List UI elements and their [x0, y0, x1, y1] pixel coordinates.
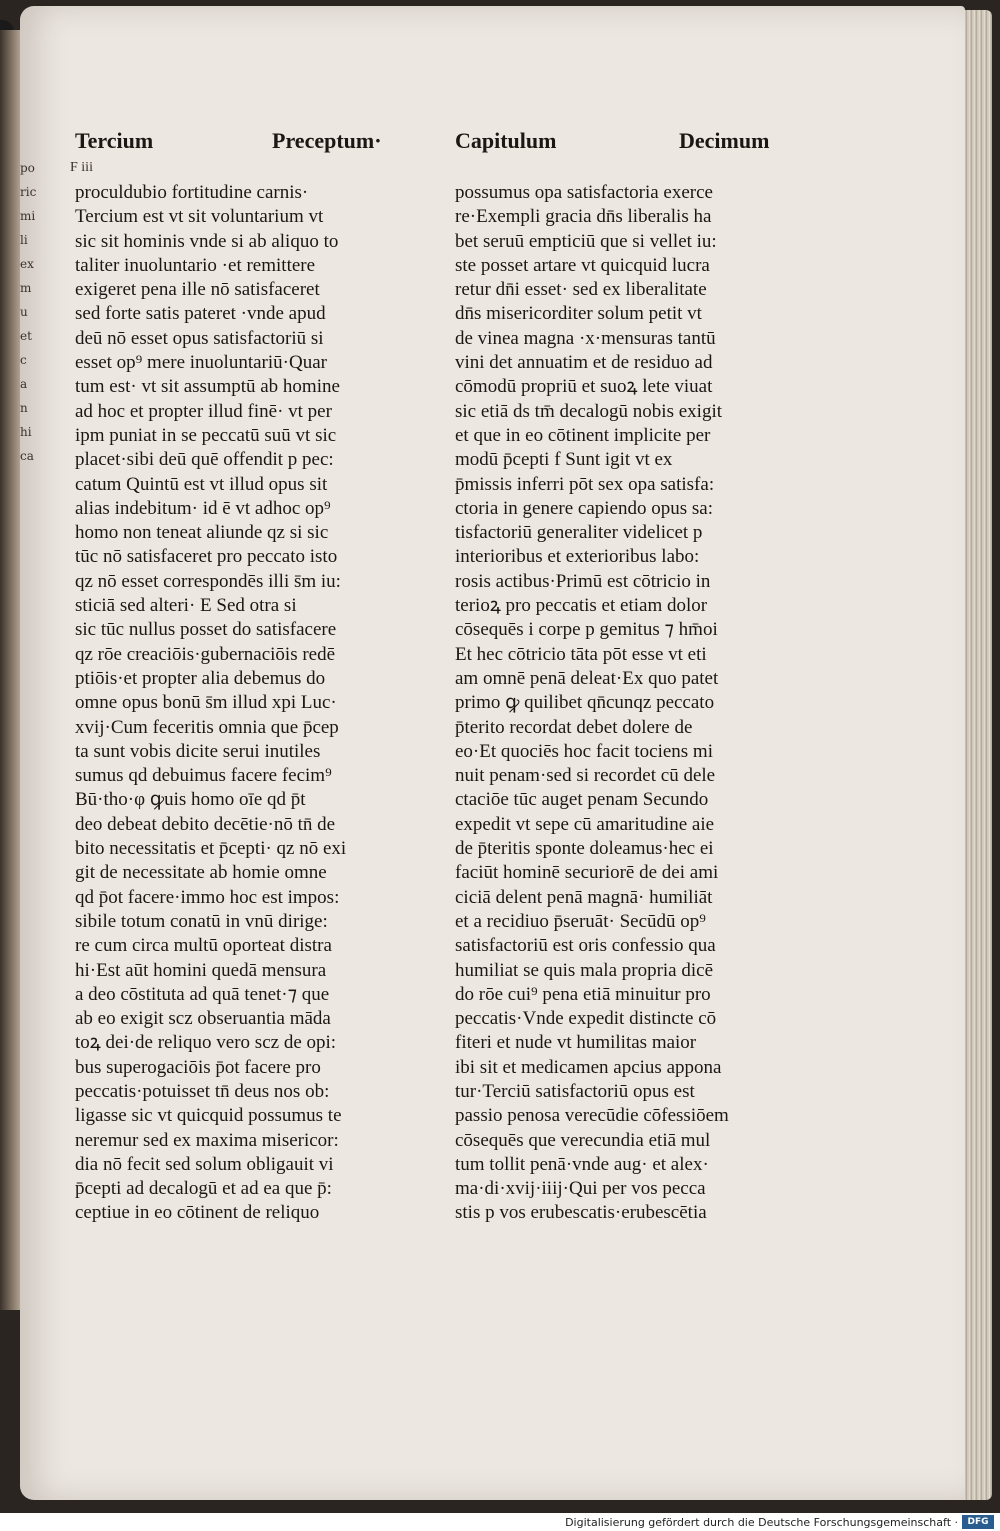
margin-fragment: li [20, 233, 28, 247]
text-line: ctoria in genere capiendo opus sa: [455, 497, 713, 519]
text-line: sumus qd debuimus facere fecim⁹ [75, 765, 332, 787]
left-text-column [75, 181, 400, 1226]
text-line: peccatis·Vnde expedit distincte cō [455, 1008, 717, 1030]
text-line: catum Quintū est vt illud opus sit [75, 473, 328, 495]
text-line: proculdubio fortitudine carnis· [75, 182, 309, 203]
text-line: de p̄teritis sponte doleamus·hec ei [455, 838, 714, 860]
text-line: de vinea magna ·x·mensuras tantū [455, 327, 716, 349]
text-line: nuit penam·sed si recordet cū dele [455, 765, 716, 787]
text-line: tum est· vt sit assumptū ab homine [75, 376, 340, 398]
running-head-center-right: Capitulum [455, 128, 557, 153]
margin-fragment: po [20, 161, 35, 175]
previous-page-edge [0, 30, 22, 1310]
margin-fragment: n [20, 401, 28, 415]
text-line: sic tūc nullus posset do satisfacere [75, 619, 337, 641]
text-line: possumus opa satisfactoria exerce [455, 182, 713, 203]
text-line: deo debeat debito decētie·nō tn̄ de [75, 813, 336, 835]
text-line: cōsequēs i corpe p gemitus ⁊ hm̄oi [455, 619, 718, 641]
text-line: git de necessitate ab homie omne [75, 862, 327, 884]
text-line: placet·sibi deū quē offendit p pec: [75, 449, 334, 471]
text-line: hi·Est aūt homini quedā mensura [75, 959, 327, 981]
text-line: dia nō fecit sed solum obligauit vi [75, 1153, 334, 1175]
text-line: tum tollit penā·vnde aug· et alex· [455, 1153, 709, 1175]
text-line: et a recidiuo p̄seruāt· Secūdū op⁹ [455, 910, 706, 932]
text-line: cōsequēs que verecundia etiā mul [455, 1129, 711, 1151]
text-line: tisfactoriū generaliter videlicet p [455, 522, 703, 544]
text-line: tur·Terciū satisfactoriū opus est [455, 1080, 695, 1102]
text-line: vini det annuatim et de residuo ad [455, 352, 713, 374]
text-line: alias indebitum· id ē vt adhoc op⁹ [75, 497, 331, 519]
text-line: ad hoc et propter illud finē· vt per [75, 400, 332, 422]
signature-mark: F iii [70, 160, 93, 175]
margin-fragment: et [20, 329, 32, 343]
text-line: sticiā sed alteri· E Sed otra si [75, 595, 297, 617]
funding-notice: Digitalisierung gefördert durch die Deutsche Forschungsgemeinschaft · [565, 1516, 958, 1529]
text-line: fiteri et nude vt humilitas maior [455, 1032, 697, 1054]
text-line: p̄terito recordat debet dolere de [455, 716, 693, 738]
text-line: ibi sit et medicamen apcius appona [455, 1056, 722, 1078]
margin-fragment: mi [20, 209, 36, 223]
text-line: sibile totum conatū in vnū dirige: [75, 910, 328, 932]
text-line: a deo cōstituta ad quā tenet·⁊ que [75, 983, 330, 1005]
text-line: p̄cepti ad decalogū et ad ea que p̄: [75, 1178, 332, 1200]
text-line: expedit vt sepe cū amaritudine aie [455, 813, 715, 835]
margin-fragments [20, 156, 40, 1056]
text-line: interioribus et exterioribus labo: [455, 546, 700, 568]
text-line: ta sunt vobis dicite serui inutiles [75, 740, 321, 762]
text-line: Tercium est vt sit voluntarium vt [75, 206, 324, 228]
text-line: rosis actibus·Primū est cōtricio in [455, 570, 711, 592]
text-line: ciciā delent penā magnā· humiliāt [455, 886, 713, 908]
text-line: taliter inuoluntario ·et remittere [75, 254, 316, 276]
text-line: re cum circa multū oporteat distra [75, 935, 332, 957]
text-line: ctaciōe tūc auget penam Secundo [455, 789, 709, 811]
running-head-center-left: Preceptum· [272, 128, 382, 153]
text-line: re·Exempli gracia dn̄s liberalis ha [455, 206, 712, 228]
text-line: terioꝝ pro peccatis et etiam dolor [455, 595, 708, 617]
text-line: esset op⁹ mere inuoluntariū·Quar [75, 352, 327, 374]
text-line: ptiōis·et propter alia debemus do [75, 667, 326, 689]
text-line: cōmodū propriū et suoꝝ lete viuat [455, 376, 713, 398]
text-line: sic etiā ds tm̄ decalogū nobis exigit [455, 400, 723, 422]
text-line: faciūt hominē securiorē de dei ami [455, 862, 719, 884]
text-line: qz nō esset correspondēs illi s̄m iu: [75, 570, 341, 592]
text-line: tūc nō satisfaceret pro peccato isto [75, 546, 338, 568]
text-line: ipm puniat in se peccatū suū vt sic [75, 424, 337, 446]
running-head-left: Tercium [75, 128, 154, 153]
text-line: omne opus bonū s̄m illud xpi Luc· [75, 692, 337, 714]
margin-fragment: ca [20, 449, 34, 463]
text-line: sic sit hominis vnde si ab aliquo to [75, 230, 339, 252]
text-line: passio penosa verecūdie cōfessiōem [455, 1105, 729, 1127]
text-line: Et hec cōtricio tāta pōt esse vt eti [455, 643, 707, 665]
text-line: toꝝ dei·de reliquo vero scz de opi: [75, 1032, 337, 1054]
text-line: exigeret pena ille nō satisfaceret [75, 279, 320, 301]
margin-fragment: m [20, 281, 32, 295]
margin-fragment: ric [20, 185, 37, 199]
text-line: ligasse sic vt quicquid possumus te [75, 1105, 342, 1127]
margin-fragment: u [20, 305, 28, 319]
running-head-right: Decimum [679, 128, 770, 153]
margin-fragment: ex [20, 257, 34, 271]
text-line: satisfactoriū est oris confessio qua [455, 935, 716, 957]
text-line: ab eo exigit scz obseruantia māda [75, 1008, 331, 1030]
text-line: do rōe cui⁹ pena etiā minuitur pro [455, 983, 711, 1005]
text-line: peccatis·potuisset tn̄ deus nos ob: [75, 1080, 330, 1102]
text-line: modū p̄cepti f Sunt igit vt ex [455, 449, 673, 471]
text-line: eo·Et quociēs hoc facit tociens mi [455, 740, 713, 762]
text-line: Bū·tho·φ ꝙuis homo oīe qd p̄t [75, 789, 306, 811]
dfg-logo: DFG [962, 1515, 994, 1529]
text-line: qz rōe creaciōis·gubernaciōis redē [75, 643, 336, 665]
margin-fragment: c [20, 353, 27, 367]
text-line: neremur sed ex maxima misericor: [75, 1129, 339, 1151]
right-text-column [455, 181, 770, 1226]
text-line: et que in eo cōtinent implicite per [455, 424, 711, 446]
text-line: humiliat se quis mala propria dicē [455, 959, 714, 981]
text-line: ma·di·xvij·iiij·Qui per vos pecca [455, 1178, 706, 1200]
text-line: bito necessitatis et p̄cepti· qz nō exi [75, 838, 347, 860]
text-line: ceptiue in eo cōtinent de reliquo [75, 1202, 320, 1224]
margin-fragment: hi [20, 425, 32, 439]
margin-fragment: a [20, 377, 28, 391]
text-line: sed forte satis pateret ·vnde apud [75, 303, 326, 325]
text-line: p̄missis inferri pōt sex opa satisfa: [455, 473, 715, 495]
text-line: bet seruū empticiū que si vellet iu: [455, 230, 717, 252]
text-line: xvij·Cum feceritis omnia que p̄cep [75, 716, 339, 738]
text-line: deū nō esset opus satisfactoriū si [75, 327, 324, 349]
text-line: primo ꝙ quilibet qn̄cunqz peccato [455, 692, 715, 714]
text-line: retur dn̄i esset· sed ex liberalitate [455, 279, 707, 301]
text-line: ste posset artare vt quicquid lucra [455, 254, 710, 276]
text-line: homo non teneat aliunde qz si sic [75, 522, 329, 544]
text-line: bus superogaciōis p̄ot facere pro [75, 1056, 321, 1078]
text-line: stis p vos erubescatis·erubescētia [455, 1202, 707, 1224]
text-line: am omnē penā deleat·Ex quo patet [455, 667, 719, 689]
text-line: qd p̄ot facere·immo hoc est impos: [75, 886, 340, 908]
text-line: dn̄s misericorditer solum petit vt [455, 303, 702, 325]
